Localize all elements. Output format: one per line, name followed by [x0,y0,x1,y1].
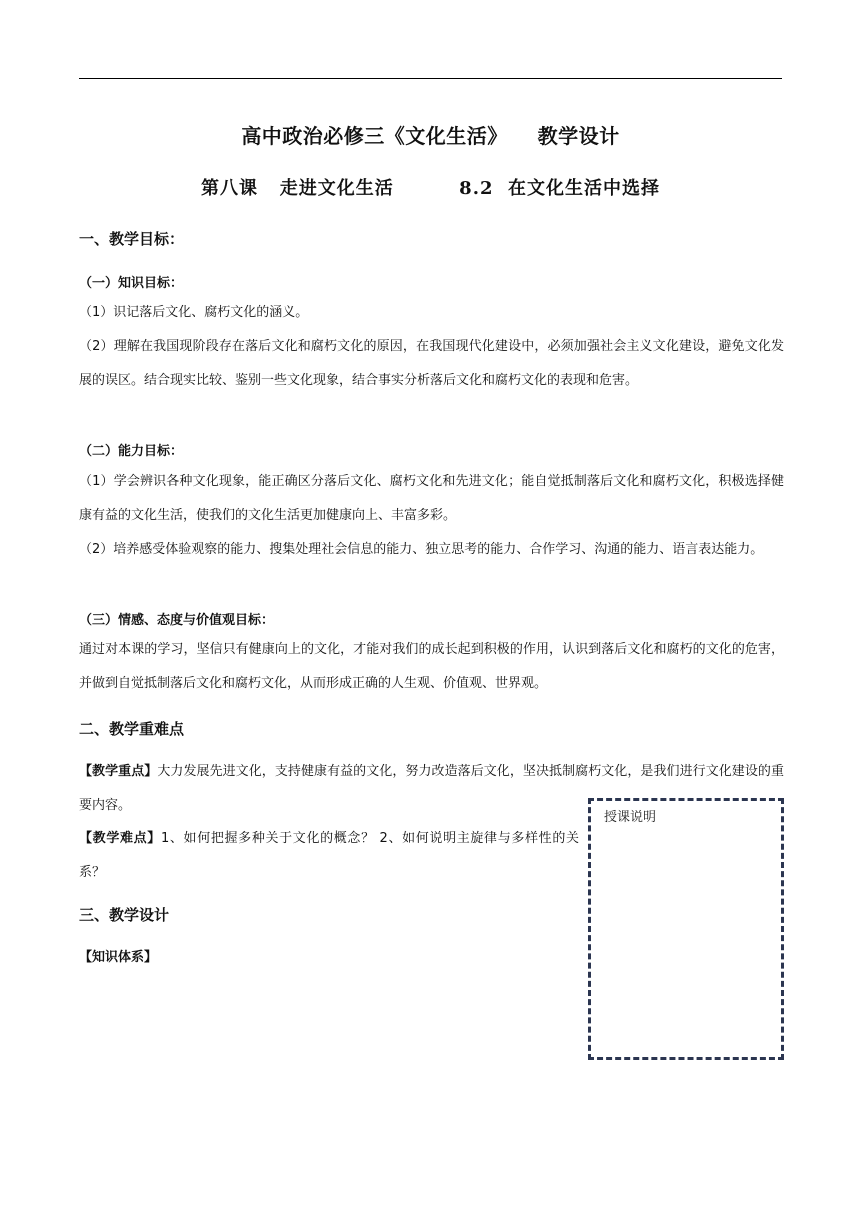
subheading-knowledge-objectives: （一）知识目标： [79,276,184,291]
document-title: 高中政治必修三《文化生活》 教学设计 [241,124,620,148]
teaching-difficult-label: 【教学难点】 [79,831,161,846]
knowledge-objective-2: （2）理解在我国现阶段存在落后文化和腐朽文化的原因，在我国现代化建设中，必须加强社会主义文化建设，避免文化发展的误区。结合现实比较、鉴别一些文化现象，结合事实分析落后文化和腐朽文化的表现和危害。 [79,339,784,388]
emotion-objective-text: 通过对本课的学习，坚信只有健康向上的文化，才能对我们的成长起到积极的作用，认识到落后文化和腐朽的文化的危害，并做到自觉抵制落后文化和腐朽文化，从而形成正确的人生观、价值观、世界观。 [79,642,784,691]
subheading-emotion-objectives: （三）情感、态度与价值观目标： [79,613,275,628]
knowledge-objective-1: （1）识记落后文化、腐朽文化的涵义。 [79,305,309,320]
section-heading-key-points: 二、教学重难点 [79,720,185,738]
teaching-difficult-text: 1、如何把握多种关于文化的概念？ 2、如何说明主旋律与多样性的关系？ [79,831,579,880]
ability-objective-1: （1）学会辨识各种文化现象，能正确区分落后文化、腐朽文化和先进文化；能自觉抵制落后文化和腐朽文化，积极选择健康有益的文化生活，使我们的文化生活更加健康向上、丰富多彩。 [79,474,784,523]
knowledge-system-label: 【知识体系】 [79,950,158,965]
section-heading-design: 三、教学设计 [79,906,170,924]
header-rule [79,78,782,79]
document-subtitle: 第八课 走进文化生活 8.2 在文化生活中选择 [200,178,661,199]
ability-objective-2: （2）培养感受体验观察的能力、搜集处理社会信息的能力、独立思考的能力、合作学习、沟通的能力、语言表达能力。 [79,542,764,557]
teaching-notes-label: 授课说明 [604,810,657,825]
teaching-key-label: 【教学重点】 [79,764,158,779]
subheading-ability-objectives: （二）能力目标： [79,444,184,459]
teaching-difficult-point [79,822,579,889]
teaching-key-text: 大力发展先进文化，支持健康有益的文化，努力改造落后文化，坚决抵制腐朽文化，是我们进行文化建设的重要内容。 [79,764,784,813]
section-heading-objectives: 一、教学目标： [79,230,185,248]
teaching-notes-box [588,798,784,1060]
